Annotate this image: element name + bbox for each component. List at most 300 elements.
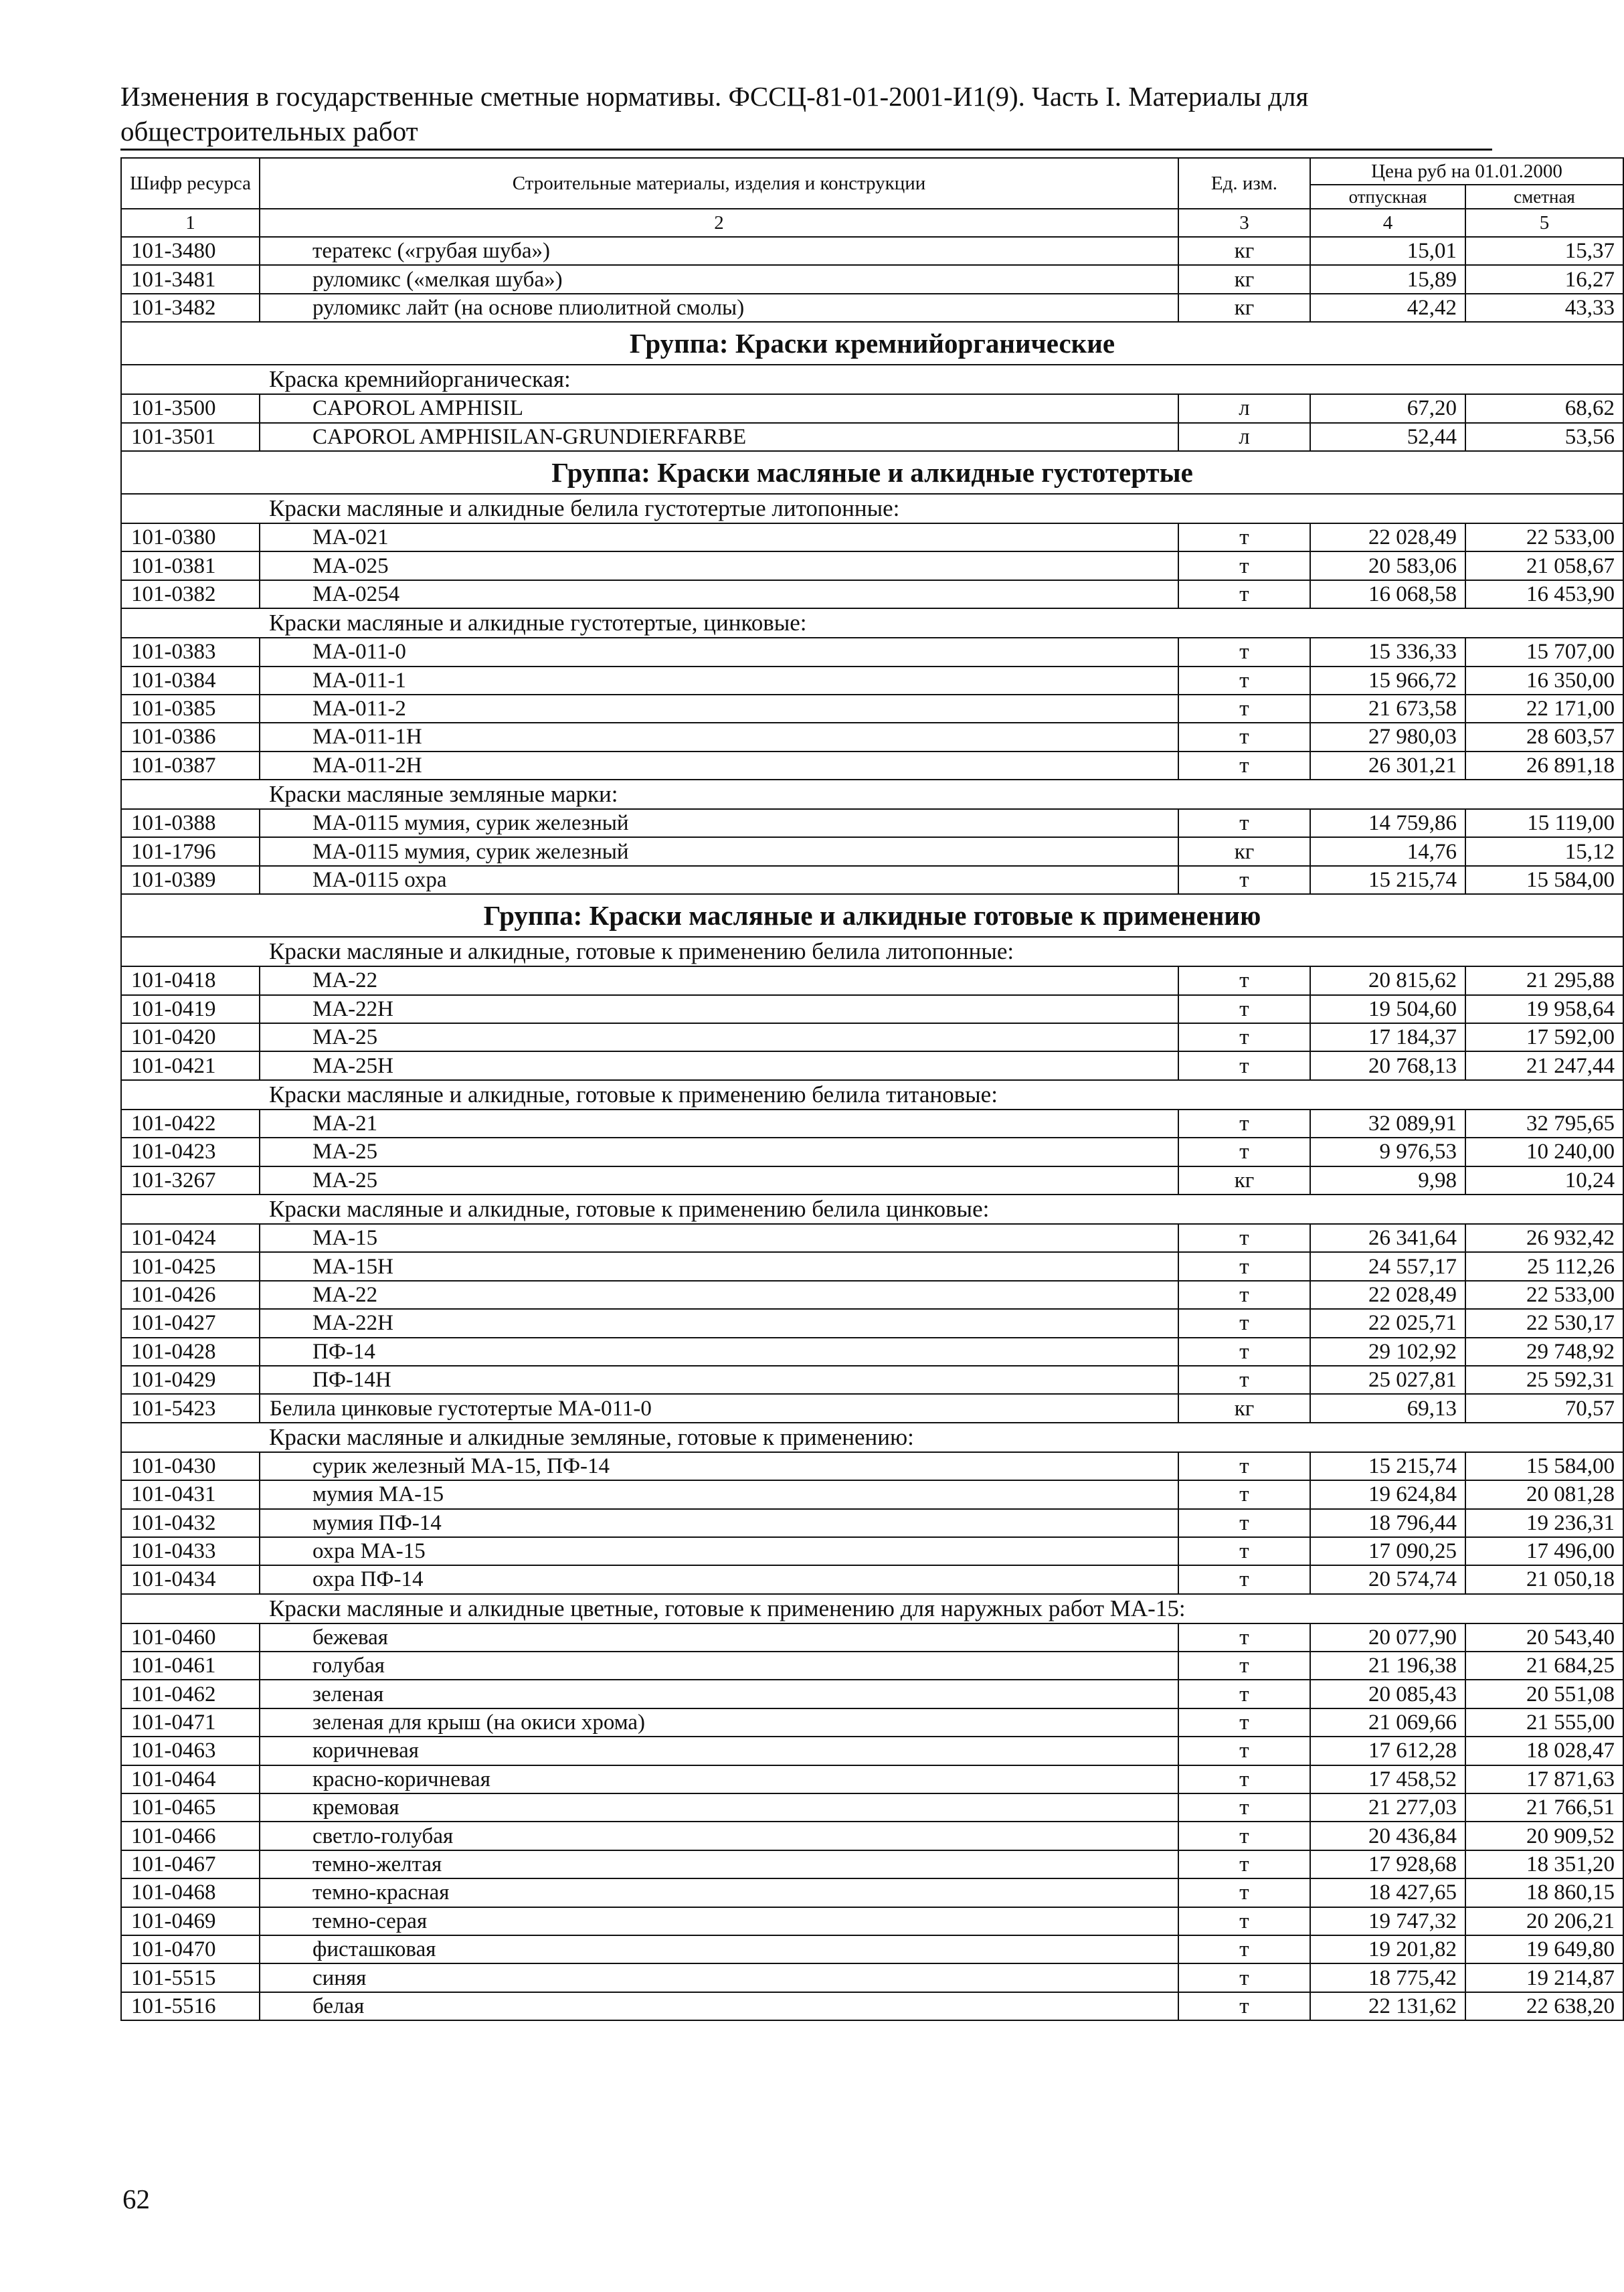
resource-code-cell: 101-3481 [121,265,260,293]
table-row [121,1737,1623,1765]
resource-code-cell: 101-0381 [121,551,260,580]
estimate-price-cell: 22 533,00 [1465,523,1623,551]
material-name-cell: МА-15Н [260,1252,1178,1280]
table-row [121,1110,1623,1138]
resource-code-cell: 101-0418 [121,966,260,994]
estimate-price-cell: 17 592,00 [1465,1023,1623,1051]
subgroup-heading-row [121,1080,1623,1110]
resource-code-cell: 101-1796 [121,837,260,865]
release-price-cell: 18 427,65 [1310,1878,1465,1907]
group-heading: Группа: Краски кремнийорганические [121,322,1623,365]
estimate-price-cell: 18 351,20 [1465,1850,1623,1878]
estimate-price-cell: 21 295,88 [1465,966,1623,994]
material-name-cell: светло-голубая [260,1822,1178,1850]
release-price-cell: 15 215,74 [1310,1452,1465,1480]
estimate-price-cell: 32 795,65 [1465,1110,1623,1138]
estimate-price-cell: 20 206,21 [1465,1907,1623,1935]
unit-cell: т [1178,667,1310,695]
unit-cell: т [1178,580,1310,608]
estimate-price-cell: 28 603,57 [1465,723,1623,751]
release-price-cell: 19 624,84 [1310,1480,1465,1508]
material-name-cell: темно-красная [260,1878,1178,1907]
unit-cell: л [1178,394,1310,422]
estimate-price-cell: 20 081,28 [1465,1480,1623,1508]
release-price-cell: 20 768,13 [1310,1051,1465,1079]
release-price-cell: 20 436,84 [1310,1822,1465,1850]
material-name-cell: МА-22 [260,1281,1178,1309]
table-row [121,1565,1623,1593]
table-row [121,1992,1623,2020]
unit-cell: т [1178,1224,1310,1252]
subgroup-heading-row [121,937,1623,966]
release-price-cell: 42,42 [1310,294,1465,322]
release-price-cell: 20 815,62 [1310,966,1465,994]
resource-code-cell: 101-0421 [121,1051,260,1079]
material-name-cell: МА-011-2 [260,695,1178,723]
unit-cell: т [1178,1652,1310,1680]
release-price-cell: 17 612,28 [1310,1737,1465,1765]
resource-code-cell: 101-0461 [121,1652,260,1680]
resource-code-cell: 101-0432 [121,1509,260,1537]
estimate-price-cell: 15 707,00 [1465,638,1623,666]
unit-cell: т [1178,1366,1310,1394]
table-row [121,667,1623,695]
resource-code-cell: 101-0429 [121,1366,260,1394]
resource-code-cell: 101-0419 [121,995,260,1023]
unit-cell: т [1178,1680,1310,1708]
unit-cell: т [1178,551,1310,580]
material-name-cell: тератекс («грубая шуба») [260,237,1178,265]
estimate-price-cell: 19 649,80 [1465,1935,1623,1963]
table-row [121,1224,1623,1252]
unit-cell: т [1178,695,1310,723]
resource-code-cell: 101-0465 [121,1793,260,1822]
estimate-price-cell: 68,62 [1465,394,1623,422]
resource-code-cell: 101-3501 [121,423,260,451]
unit-cell: т [1178,1051,1310,1079]
table-row [121,1793,1623,1822]
table-row [121,580,1623,608]
estimate-price-cell: 21 050,18 [1465,1565,1623,1593]
table-row [121,1366,1623,1394]
release-price-cell: 15 336,33 [1310,638,1465,666]
unit-cell: т [1178,966,1310,994]
release-price-cell: 21 277,03 [1310,1793,1465,1822]
material-name-cell: Белила цинковые густотертые МА-011-0 [260,1394,1178,1422]
release-price-cell: 17 090,25 [1310,1537,1465,1565]
table-row [121,1309,1623,1337]
unit-cell: т [1178,1338,1310,1366]
estimate-price-cell: 26 932,42 [1465,1224,1623,1252]
resource-code-cell: 101-0384 [121,667,260,695]
release-price-cell: 20 077,90 [1310,1623,1465,1652]
release-price-cell: 22 028,49 [1310,523,1465,551]
estimate-price-cell: 19 214,87 [1465,1963,1623,1992]
subgroup-heading: Краски масляные и алкидные, готовые к применению белила титановые: [121,1080,1623,1110]
release-price-cell: 32 089,91 [1310,1110,1465,1138]
estimate-price-cell: 21 684,25 [1465,1652,1623,1680]
table-row [121,1394,1623,1422]
table-row [121,1963,1623,1992]
release-price-cell: 20 574,74 [1310,1565,1465,1593]
unit-cell: кг [1178,1166,1310,1195]
unit-cell: т [1178,1793,1310,1822]
resource-code-cell: 101-5515 [121,1963,260,1992]
resource-code-cell: 101-0430 [121,1452,260,1480]
release-price-cell: 22 025,71 [1310,1309,1465,1337]
unit-cell: т [1178,1992,1310,2020]
unit-cell: т [1178,1935,1310,1963]
material-name-cell: белая [260,1992,1178,2020]
estimate-price-cell: 25 592,31 [1465,1366,1623,1394]
material-name-cell: охра ПФ-14 [260,1565,1178,1593]
col-number-4: 4 [1310,209,1465,237]
unit-cell: т [1178,1252,1310,1280]
table-row [121,1023,1623,1051]
release-price-cell: 19 201,82 [1310,1935,1465,1963]
estimate-price-cell: 22 533,00 [1465,1281,1623,1309]
release-price-cell: 27 980,03 [1310,723,1465,751]
resource-code-cell: 101-3500 [121,394,260,422]
release-price-cell: 17 184,37 [1310,1023,1465,1051]
estimate-price-cell: 15,12 [1465,837,1623,865]
table-row [121,1907,1623,1935]
resource-code-cell: 101-0386 [121,723,260,751]
material-name-cell: ПФ-14Н [260,1366,1178,1394]
resource-code-cell: 101-0460 [121,1623,260,1652]
release-price-cell: 17 928,68 [1310,1850,1465,1878]
estimate-price-cell: 15 584,00 [1465,866,1623,894]
material-name-cell: МА-0115 мумия, сурик железный [260,809,1178,837]
table-row [121,1680,1623,1708]
table-row [121,551,1623,580]
resource-code-cell: 101-0468 [121,1878,260,1907]
material-name-cell: зеленая для крыш (на окиси хрома) [260,1708,1178,1737]
table-row [121,1051,1623,1079]
estimate-price-cell: 20 909,52 [1465,1822,1623,1850]
subgroup-heading: Краски масляные земляные марки: [121,780,1623,809]
material-name-cell: руломикс («мелкая шуба») [260,265,1178,293]
resource-code-cell: 101-0462 [121,1680,260,1708]
material-name-cell: руломикс лайт (на основе плиолитной смолы) [260,294,1178,322]
material-name-cell: МА-0254 [260,580,1178,608]
table-row [121,394,1623,422]
resource-code-cell: 101-0464 [121,1765,260,1793]
resource-code-cell: 101-0431 [121,1480,260,1508]
col-number-3: 3 [1178,209,1310,237]
table-row [121,265,1623,293]
material-name-cell: МА-22Н [260,1309,1178,1337]
estimate-price-cell: 20 551,08 [1465,1680,1623,1708]
resource-code-cell: 101-0434 [121,1565,260,1593]
material-name-cell: CAPOROL AMPHISIL [260,394,1178,422]
unit-cell: т [1178,1963,1310,1992]
release-price-cell: 26 341,64 [1310,1224,1465,1252]
estimate-price-cell: 43,33 [1465,294,1623,322]
table-row [121,752,1623,780]
estimate-price-cell: 17 871,63 [1465,1765,1623,1793]
material-name-cell: темно-желтая [260,1850,1178,1878]
table-row [121,1935,1623,1963]
material-name-cell: CAPOROL AMPHISILAN-GRUNDIERFARBE [260,423,1178,451]
release-price-cell: 21 069,66 [1310,1708,1465,1737]
material-name-cell: МА-22Н [260,995,1178,1023]
unit-cell: кг [1178,237,1310,265]
subgroup-heading: Краски масляные и алкидные цветные, готовые к применению для наружных работ МА-15: [121,1594,1623,1623]
estimate-price-cell: 10,24 [1465,1166,1623,1195]
resource-code-cell: 101-0469 [121,1907,260,1935]
estimate-price-cell: 20 543,40 [1465,1623,1623,1652]
col-header-unit: Ед. изм. [1178,158,1310,209]
subgroup-heading-row [121,1423,1623,1452]
estimate-price-cell: 15 584,00 [1465,1452,1623,1480]
group-heading: Группа: Краски масляные и алкидные густотертые [121,451,1623,494]
unit-cell: т [1178,1309,1310,1337]
material-name-cell: МА-22 [260,966,1178,994]
table-row [121,1452,1623,1480]
release-price-cell: 21 673,58 [1310,695,1465,723]
subgroup-heading-row [121,365,1623,394]
unit-cell: т [1178,1281,1310,1309]
unit-cell: т [1178,1110,1310,1138]
estimate-price-cell: 29 748,92 [1465,1338,1623,1366]
resource-code-cell: 101-0470 [121,1935,260,1963]
col-number-1: 1 [121,209,260,237]
table-row [121,1252,1623,1280]
table-row [121,995,1623,1023]
unit-cell: т [1178,1737,1310,1765]
unit-cell: т [1178,1708,1310,1737]
subgroup-heading: Краски масляные и алкидные густотертые, цинковые: [121,608,1623,638]
material-name-cell: зеленая [260,1680,1178,1708]
estimate-price-cell: 21 766,51 [1465,1793,1623,1822]
group-heading-row [121,894,1623,937]
material-name-cell: голубая [260,1652,1178,1680]
col-number-5: 5 [1465,209,1623,237]
subgroup-heading-row [121,1594,1623,1623]
resource-code-cell: 101-0466 [121,1822,260,1850]
unit-cell: т [1178,1452,1310,1480]
subgroup-heading: Краска кремнийорганическая: [121,365,1623,394]
resource-code-cell: 101-0471 [121,1708,260,1737]
subgroup-heading: Краски масляные и алкидные белила густотертые литопонные: [121,494,1623,523]
resource-code-cell: 101-0428 [121,1338,260,1366]
material-name-cell: охра МА-15 [260,1537,1178,1565]
material-name-cell: МА-15 [260,1224,1178,1252]
resource-code-cell: 101-0424 [121,1224,260,1252]
unit-cell: кг [1178,294,1310,322]
subgroup-heading: Краски масляные и алкидные, готовые к применению белила литопонные: [121,937,1623,966]
col-header-name: Строительные материалы, изделия и конструкции [260,158,1178,209]
unit-cell: т [1178,1765,1310,1793]
release-price-cell: 9,98 [1310,1166,1465,1195]
unit-cell: т [1178,1822,1310,1850]
release-price-cell: 25 027,81 [1310,1366,1465,1394]
subgroup-heading: Краски масляные и алкидные земляные, готовые к применению: [121,1423,1623,1452]
unit-cell: кг [1178,1394,1310,1422]
table-row [121,809,1623,837]
material-name-cell: МА-21 [260,1110,1178,1138]
estimate-price-cell: 16 350,00 [1465,667,1623,695]
table-row [121,837,1623,865]
resource-code-cell: 101-0420 [121,1023,260,1051]
resource-code-cell: 101-0387 [121,752,260,780]
resource-code-cell: 101-3480 [121,237,260,265]
release-price-cell: 24 557,17 [1310,1252,1465,1280]
estimate-price-cell: 26 891,18 [1465,752,1623,780]
unit-cell: т [1178,523,1310,551]
table-body [121,237,1623,2020]
unit-cell: кг [1178,837,1310,865]
unit-cell: т [1178,752,1310,780]
material-name-cell: МА-25 [260,1023,1178,1051]
table-row [121,1480,1623,1508]
page-number: 62 [122,2184,150,2214]
unit-cell: т [1178,1509,1310,1537]
release-price-cell: 26 301,21 [1310,752,1465,780]
release-price-cell: 52,44 [1310,423,1465,451]
release-price-cell: 19 747,32 [1310,1907,1465,1935]
release-price-cell: 15,89 [1310,265,1465,293]
table-row [121,423,1623,451]
resource-code-cell: 101-0433 [121,1537,260,1565]
unit-cell: т [1178,723,1310,751]
release-price-cell: 17 458,52 [1310,1765,1465,1793]
table-row [121,237,1623,265]
group-heading: Группа: Краски масляные и алкидные готовые к применению [121,894,1623,937]
release-price-cell: 15,01 [1310,237,1465,265]
resource-code-cell: 101-0423 [121,1138,260,1166]
resource-code-cell: 101-0427 [121,1309,260,1337]
estimate-price-cell: 10 240,00 [1465,1138,1623,1166]
material-name-cell: кремовая [260,1793,1178,1822]
table-row [121,1281,1623,1309]
estimate-price-cell: 19 958,64 [1465,995,1623,1023]
resource-code-cell: 101-0467 [121,1850,260,1878]
estimate-price-cell: 18 028,47 [1465,1737,1623,1765]
unit-cell: т [1178,1907,1310,1935]
unit-cell: т [1178,1878,1310,1907]
subgroup-heading-row [121,608,1623,638]
material-name-cell: мумия ПФ-14 [260,1509,1178,1537]
resource-code-cell: 101-5423 [121,1394,260,1422]
table-row [121,966,1623,994]
table-row [121,294,1623,322]
resource-code-cell: 101-0463 [121,1737,260,1765]
estimate-price-cell: 19 236,31 [1465,1509,1623,1537]
table-row [121,1765,1623,1793]
resource-code-cell: 101-0385 [121,695,260,723]
table-row [121,1166,1623,1195]
estimate-price-cell: 53,56 [1465,423,1623,451]
resource-code-cell: 101-5516 [121,1992,260,2020]
material-name-cell: красно-коричневая [260,1765,1178,1793]
resource-code-cell: 101-0426 [121,1281,260,1309]
subgroup-heading-row [121,780,1623,809]
unit-cell: т [1178,809,1310,837]
table-row [121,866,1623,894]
estimate-price-cell: 21 058,67 [1465,551,1623,580]
table-row [121,1652,1623,1680]
material-name-cell: МА-025 [260,551,1178,580]
group-heading-row [121,322,1623,365]
estimate-price-cell: 15,37 [1465,237,1623,265]
estimate-price-cell: 21 555,00 [1465,1708,1623,1737]
col-header-code: Шифр ресурса [121,158,260,209]
release-price-cell: 14,76 [1310,837,1465,865]
table-row [121,1850,1623,1878]
unit-cell: т [1178,866,1310,894]
unit-cell: т [1178,1565,1310,1593]
unit-cell: т [1178,1623,1310,1652]
material-name-cell: МА-011-1Н [260,723,1178,751]
price-table [120,157,1624,2021]
table-row [121,1822,1623,1850]
table-row [121,1509,1623,1537]
resource-code-cell: 101-0383 [121,638,260,666]
estimate-price-cell: 18 860,15 [1465,1878,1623,1907]
material-name-cell: МА-011-2Н [260,752,1178,780]
release-price-cell: 9 976,53 [1310,1138,1465,1166]
material-name-cell: МА-0115 охра [260,866,1178,894]
resource-code-cell: 101-0422 [121,1110,260,1138]
release-price-cell: 19 504,60 [1310,995,1465,1023]
group-heading-row [121,451,1623,494]
unit-cell: т [1178,1480,1310,1508]
release-price-cell: 15 966,72 [1310,667,1465,695]
estimate-price-cell: 16,27 [1465,265,1623,293]
release-price-cell: 67,20 [1310,394,1465,422]
table-row [121,1138,1623,1166]
material-name-cell: МА-25 [260,1138,1178,1166]
release-price-cell: 15 215,74 [1310,866,1465,894]
table-row [121,523,1623,551]
col-header-price-release: отпускная [1310,185,1465,209]
resource-code-cell: 101-0425 [121,1252,260,1280]
estimate-price-cell: 22 171,00 [1465,695,1623,723]
release-price-cell: 22 028,49 [1310,1281,1465,1309]
material-name-cell: МА-021 [260,523,1178,551]
table-row [121,1537,1623,1565]
table-row [121,695,1623,723]
table-row [121,1878,1623,1907]
estimate-price-cell: 15 119,00 [1465,809,1623,837]
estimate-price-cell: 22 638,20 [1465,1992,1623,2020]
table-row [121,638,1623,666]
unit-cell: т [1178,1138,1310,1166]
resource-code-cell: 101-0389 [121,866,260,894]
release-price-cell: 16 068,58 [1310,580,1465,608]
subgroup-heading-row [121,494,1623,523]
release-price-cell: 22 131,62 [1310,1992,1465,2020]
release-price-cell: 20 583,06 [1310,551,1465,580]
estimate-price-cell: 21 247,44 [1465,1051,1623,1079]
material-name-cell: темно-серая [260,1907,1178,1935]
material-name-cell: ПФ-14 [260,1338,1178,1366]
release-price-cell: 18 775,42 [1310,1963,1465,1992]
unit-cell: кг [1178,265,1310,293]
estimate-price-cell: 70,57 [1465,1394,1623,1422]
material-name-cell: МА-25 [260,1166,1178,1195]
unit-cell: л [1178,423,1310,451]
material-name-cell: МА-011-1 [260,667,1178,695]
release-price-cell: 18 796,44 [1310,1509,1465,1537]
material-name-cell: МА-25Н [260,1051,1178,1079]
unit-cell: т [1178,638,1310,666]
col-header-price-estimate: сметная [1465,185,1623,209]
unit-cell: т [1178,1537,1310,1565]
material-name-cell: МА-011-0 [260,638,1178,666]
